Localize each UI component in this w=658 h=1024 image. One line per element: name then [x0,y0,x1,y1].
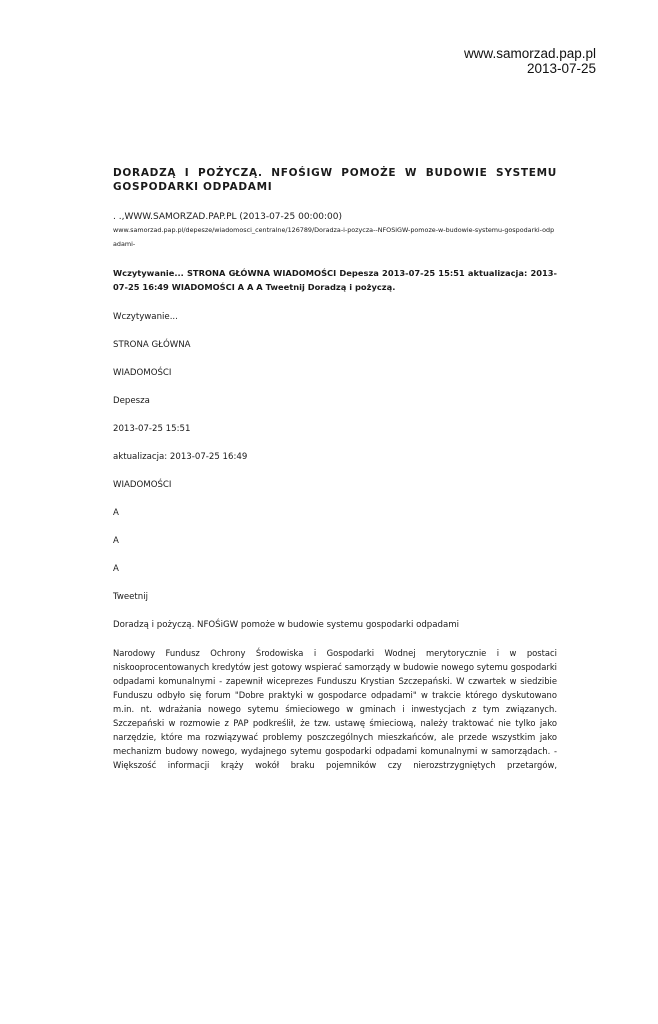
line-headline: Doradzą i pożyczą. NFOŚiGW pomoże w budowie systemu gospodarki odpadami [113,620,459,630]
line-home: STRONA GŁÓWNA [113,340,191,350]
article-body: Narodowy Fundusz Ochrony Środowiska i Gospodarki Wodnej merytorycznie i w postaci niskooprocentowanych kredytów jest gotowy wspierać samorządy w budowie nowego sytemu gospodarki odpadami komunalnymi - zapewnił wiceprezes Funduszu Krystian Szczepański. W czwartek w siedzibie Funduszu odbyło się forum "Dobre praktyki w gospodarce odpadami" w trakcie którego dyskutowano m.in. nt. wdrażania nowego sytemu śmieciowego w gminach i inwestycjach z tym związanych. Szczepański w rozmowie z PAP podkreślił, że tzw. ustawę śmieciową, należy traktować nie tylko jako narzędzie, które ma rozwiązywać problemy poszczególnych mieszkańców, ale przede wszystkim jako mechanizm budowy nowego, wydajnego sytemu gospodarki odpadami komunalnymi w samorządach. - Większość informacji krąży wokół braku pojemników czy nierozstrzygniętych przetargów, [113,648,557,770]
line-font-size-a-3: A [113,564,119,574]
site-name: www.samorzad.pap.pl [463,46,596,61]
line-tweet: Tweetnij [113,592,149,602]
header-date: 2013-07-25 [526,61,596,76]
line-font-size-a-1: A [113,508,119,518]
line-loading: Wczytywanie... [113,312,178,322]
line-news: WIADOMOŚCI [113,368,172,378]
line-news-2: WIADOMOŚCI [113,480,172,490]
page-header [464,46,596,76]
article [113,166,557,772]
article-summary: Wczytywanie... STRONA GŁÓWNA WIADOMOŚCI Depesza 2013-07-25 15:51 aktualizacja: 2013-07-25 16:49 WIADOMOŚCI A A A Tweetnij Doradzą i pożyczą. [113,268,557,292]
article-title: DORADZĄ I POŻYCZĄ. NFOŚIGW POMOŻE W BUDOWIE SYSTEMU GOSPODARKI ODPADAMI [113,167,557,193]
source-line: . .,WWW.SAMORZAD.PAP.PL (2013-07-25 00:00:00) [113,212,343,222]
line-font-size-a-2: A [113,536,119,546]
article-url: www.samorzad.pap.pl/depesze/wiadomosci_centralne/126789/Doradza-i-pozycza--NFOSiGW-pomoze-w-budowie-systemu-gospodarki-odpadami- [113,226,555,248]
line-published: 2013-07-25 15:51 [113,424,191,434]
line-updated: aktualizacja: 2013-07-25 16:49 [113,452,248,462]
line-dispatch: Depesza [113,396,150,406]
